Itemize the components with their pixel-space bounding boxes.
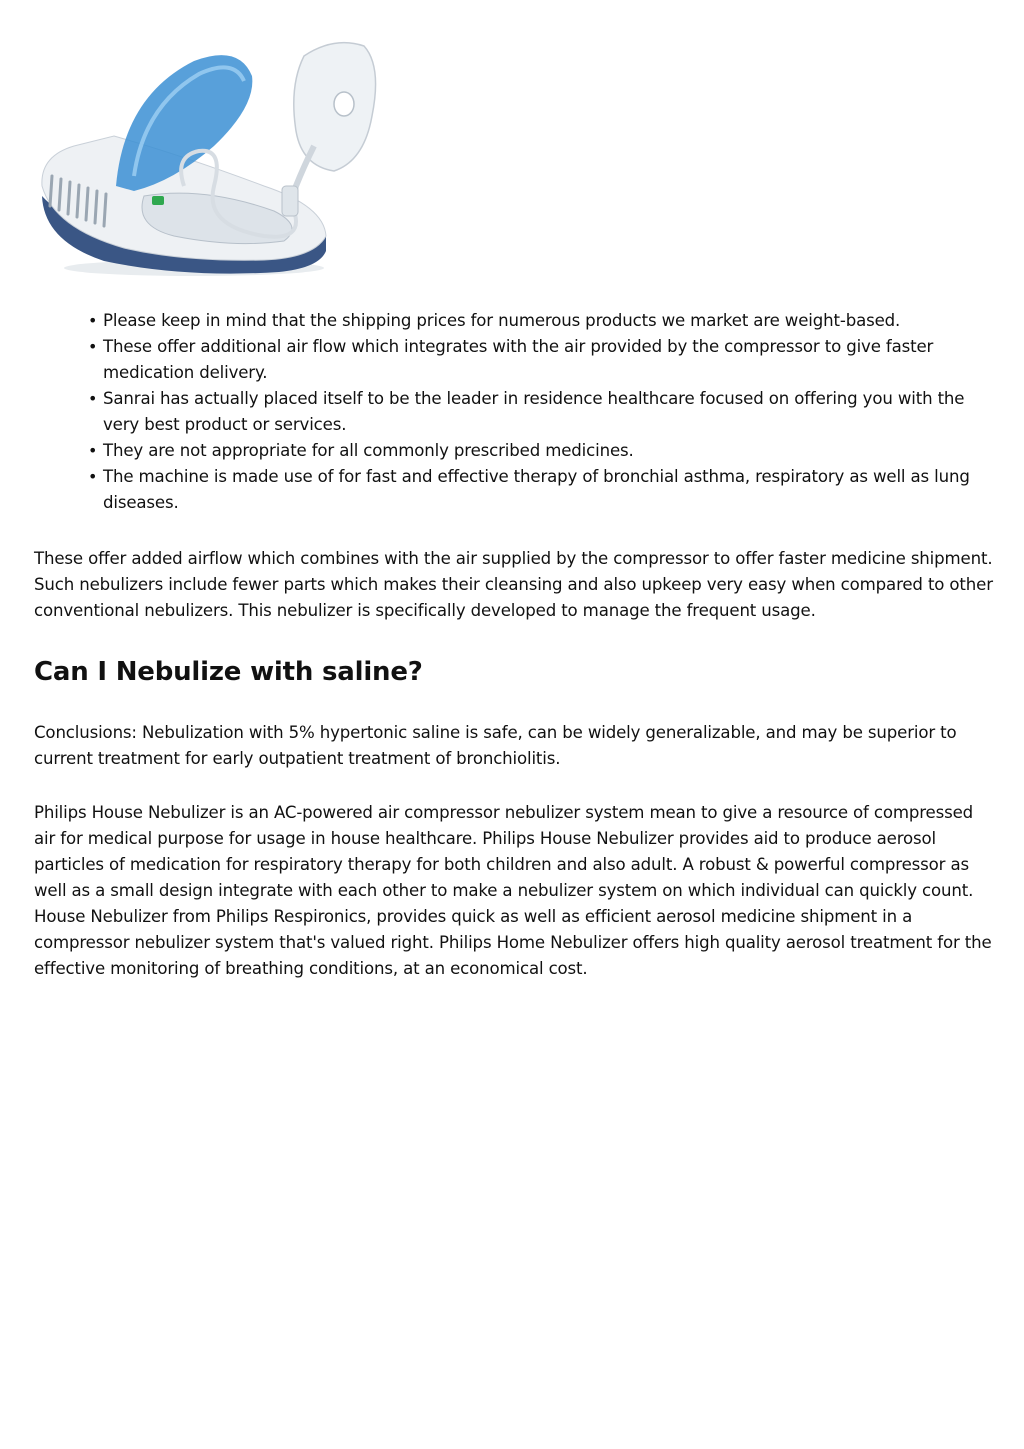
list-item (88, 334, 994, 386)
paragraph-airflow: These offer added airflow which combines with the air supplied by the compressor to offer faster medicine shipment. Such nebulizers include fewer parts which makes their cleansing and also upkeep very easy when compared to other conventional nebulizers. This nebulizer is specifically developed to manage the frequent usage. (34, 549, 993, 620)
nebulizer-product-image (34, 36, 380, 280)
bullet-icon: • (88, 311, 98, 330)
bullet-icon: • (88, 389, 98, 408)
list-item-text: These offer additional air flow which integrates with the air provided by the compressor to give faster medication delivery. (103, 337, 934, 382)
bullet-icon: • (88, 441, 98, 460)
paragraph-philips: Philips House Nebulizer is an AC-powered air compressor nebulizer system mean to give a resource of compressed air for medical purpose for usage in house healthcare. Philips House Nebulizer provides aid to produce aerosol particles of medication for respiratory therapy for both children and also adult. A robust & powerful compressor as well as a small design integrate with each other to make a nebulizer system on which individual can quickly count. House Nebulizer from Philips Respironics, provides quick as well as efficient aerosol medicine shipment in a compressor nebulizer system that's valued right. Philips Home Nebulizer offers high quality aerosol treatment for the effective monitoring of breathing conditions, at an economical cost. (34, 803, 992, 978)
document-page (34, 36, 994, 982)
list-item-text: The machine is made use of for fast and effective therapy of bronchial asthma, respiratory as well as lung diseases. (103, 467, 970, 512)
list-item (88, 308, 994, 334)
feature-bullet-list (34, 308, 994, 516)
list-item-text: Sanrai has actually placed itself to be the leader in residence healthcare focused on offering you with the very best product or services. (103, 389, 965, 434)
list-item-text: They are not appropriate for all commonly prescribed medicines. (103, 441, 634, 460)
bullet-icon: • (88, 337, 98, 356)
list-item (88, 438, 994, 464)
bullet-icon: • (88, 467, 98, 486)
section-heading: Can I Nebulize with saline? (34, 657, 423, 687)
list-item-text: Please keep in mind that the shipping prices for numerous products we market are weight-based. (103, 311, 901, 330)
list-item (88, 464, 994, 516)
paragraph-conclusions: Conclusions: Nebulization with 5% hypertonic saline is safe, can be widely generalizable, and may be superior to current treatment for early outpatient treatment of bronchiolitis. (34, 723, 957, 768)
list-item (88, 386, 994, 438)
